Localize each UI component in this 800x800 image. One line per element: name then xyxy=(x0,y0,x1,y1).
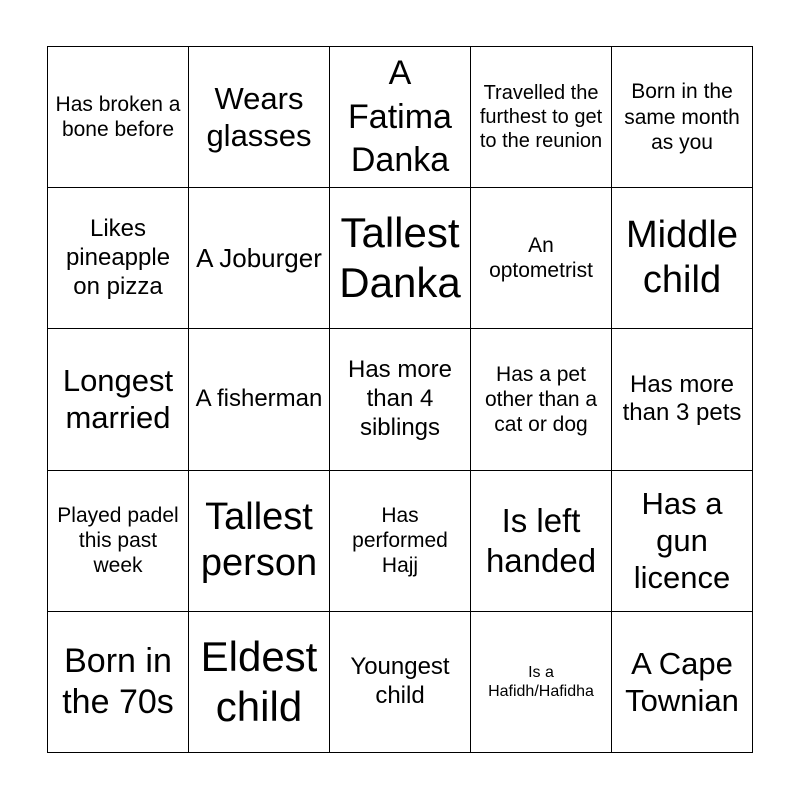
cell-text: Youngest child xyxy=(350,653,450,709)
bingo-cell[interactable] xyxy=(612,471,753,612)
bingo-cell[interactable] xyxy=(330,471,471,612)
cell-text: A Fatima Danka xyxy=(348,54,452,179)
bingo-board xyxy=(47,46,753,753)
cell-text: Middle child xyxy=(626,213,738,302)
cell-text: Eldest child xyxy=(200,632,318,730)
cell-text: A Cape Townian xyxy=(625,645,739,718)
cell-text: Has a gun licence xyxy=(633,485,731,596)
cell-text: Born in the same month as you xyxy=(624,80,740,154)
bingo-cell[interactable] xyxy=(471,188,612,329)
cell-text: An optometrist xyxy=(489,234,593,283)
bingo-cell[interactable] xyxy=(48,471,189,612)
cell-text: Played padel this past week xyxy=(57,503,179,578)
bingo-cell[interactable] xyxy=(189,47,330,188)
bingo-cell[interactable] xyxy=(612,329,753,470)
bingo-cell[interactable] xyxy=(612,612,753,753)
bingo-cell[interactable] xyxy=(189,329,330,470)
cell-text: Born in the 70s xyxy=(62,642,174,721)
cell-text: Tallest Danka xyxy=(339,208,461,307)
cell-text: Tallest person xyxy=(200,496,318,584)
cell-text: Is a Hafidh/Hafidha xyxy=(488,663,594,700)
cell-text: Likes pineapple on pizza xyxy=(65,215,171,300)
cell-text: Has broken a bone before xyxy=(55,92,181,142)
bingo-cell[interactable] xyxy=(471,47,612,188)
bingo-cell[interactable] xyxy=(48,612,189,753)
bingo-cell[interactable] xyxy=(471,471,612,612)
bingo-cell[interactable] xyxy=(189,188,330,329)
bingo-cell[interactable] xyxy=(48,47,189,188)
bingo-cell[interactable] xyxy=(471,329,612,470)
bingo-cell[interactable] xyxy=(48,329,189,470)
cell-text: Travelled the furthest to get to the reunion xyxy=(479,82,603,153)
cell-text: Has a pet other than a cat or dog xyxy=(484,362,598,437)
bingo-cell[interactable] xyxy=(330,612,471,753)
bingo-cell[interactable] xyxy=(612,188,753,329)
cell-text: A Joburger xyxy=(196,242,322,273)
bingo-cell[interactable] xyxy=(330,329,471,470)
bingo-cell[interactable] xyxy=(330,47,471,188)
cell-text: Longest married xyxy=(62,363,174,436)
cell-text: Is left handed xyxy=(485,502,597,579)
bingo-cell[interactable] xyxy=(471,612,612,753)
bingo-cell[interactable] xyxy=(189,471,330,612)
bingo-cell[interactable] xyxy=(48,188,189,329)
cell-text: A fisherman xyxy=(195,385,323,413)
cell-text: Wears glasses xyxy=(206,80,312,154)
bingo-cell[interactable] xyxy=(612,47,753,188)
cell-text: Has more than 3 pets xyxy=(622,370,742,427)
bingo-cell[interactable] xyxy=(330,188,471,329)
cell-text: Has performed Hajj xyxy=(352,503,448,578)
cell-text: Has more than 4 siblings xyxy=(347,356,453,441)
bingo-cell[interactable] xyxy=(189,612,330,753)
